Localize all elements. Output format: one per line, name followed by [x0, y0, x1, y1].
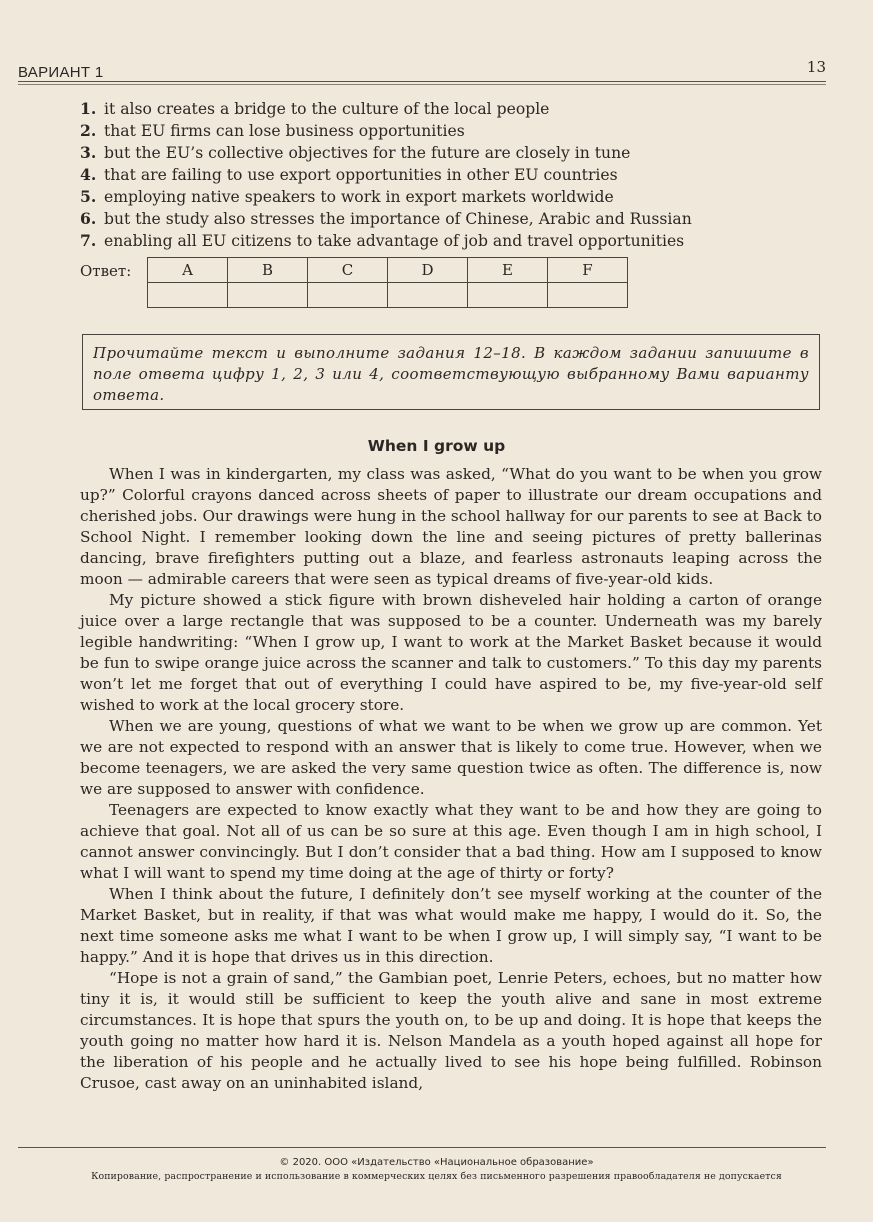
paragraph: When I think about the future, I definitely don’t see myself working at the counter of the Market Basket, but in reality, if that was what would make me happy, I would do it. So, the next time someone asks me what I want to be when I grow up, I will simply say, “I want to be happy.” And it is hope that drives us in this direction. — [80, 885, 822, 966]
paragraph: “Hope is not a grain of sand,” the Gambian poet, Lenrie Peters, echoes, but no matter how tiny it is, it would still be sufficient to keep the youth alive and sane in most extreme circumstances. It is hope that spurs the youth on, to be up and doing. It is hope that keeps the youth going no matter how hard it is. Nelson Mandela as a youth hoped against all hope for the liberation of his people and he actually lived to see his hope being fulfilled. Robinson Crusoe, cast away on an uninhabited island, — [80, 969, 822, 1092]
answer-column-header: C — [308, 258, 388, 283]
list-item: 4. that are failing to use export opportunities in other EU countries — [80, 165, 618, 184]
paragraph: When we are young, questions of what we want to be when we grow up are common. Yet we are not expected to respond with an answer that is likely to come true. However, when we become teenagers, we are asked the very same question twice as often. The difference is, now we are supposed to answer with confidence. — [80, 717, 822, 798]
answer-cell[interactable] — [228, 283, 308, 308]
article-title: When I grow up — [367, 437, 506, 455]
instruction-box: Прочитайте текст и выполните задания 12–18. В каждом задании запишите в поле ответа цифру 1, 2, 3 или 4, соответствующую выбранному Вами варианту ответа. — [82, 334, 820, 410]
paragraph: When I was in kindergarten, my class was asked, “What do you want to be when you grow up?” Colorful crayons danced across sheets of paper to illustrate our dream occupations and cherished jobs. Our drawings were hung in the school hallway for our parents to see at Back to School Night. I remember looking down the line and seeing pictures of pretty ballerinas dancing, brave firefighters putting out a blaze, and fearless astronauts leaping across the moon — admirable careers that were seen as typical dreams of five-year-old kids. — [80, 465, 822, 588]
footer-rule — [18, 1147, 826, 1148]
article-body — [80, 464, 822, 1094]
paragraph: Teenagers are expected to know exactly what they want to be and how they are going to achieve that goal. Not all of us can be so sure at this age. Even though I am in high school, I cannot answer convincingly. But I don’t consider that a bad thing. How am I supposed to know what I will want to spend my time doing at the age of thirty or forty? — [80, 801, 822, 882]
options-list — [80, 98, 780, 252]
answer-cell[interactable] — [388, 283, 468, 308]
copyright: © 2020. ООО «Издательство «Национальное образование» — [279, 1157, 594, 1168]
answer-column-header: E — [468, 258, 548, 283]
header-rule-thin — [18, 84, 826, 85]
answer-input-row — [148, 283, 628, 308]
answer-column-header: B — [228, 258, 308, 283]
answer-column-header: D — [388, 258, 468, 283]
page-number: 13 — [806, 58, 826, 76]
answer-cell[interactable] — [308, 283, 388, 308]
answer-cell[interactable] — [548, 283, 628, 308]
answer-column-header: A — [148, 258, 228, 283]
copyright-notice: Копирование, распространение и использование в коммерческих целях без письменного разрешения правообладателя не допускается — [91, 1171, 782, 1182]
list-item: 1. it also creates a bridge to the culture of the local people — [80, 99, 550, 118]
header-rule — [18, 81, 826, 82]
answer-header-row — [148, 258, 628, 283]
list-item: 3. but the EU’s collective objectives for the future are closely in tune — [80, 143, 631, 162]
list-item: 5. employing native speakers to work in export markets worldwide — [80, 187, 614, 206]
answer-cell[interactable] — [148, 283, 228, 308]
list-item: 2. that EU firms can lose business opportunities — [80, 121, 465, 140]
paragraph: My picture showed a stick figure with brown disheveled hair holding a carton of orange juice over a large rectangle that was supposed to be a counter. Underneath was my barely legible handwriting: “When I grow up, I want to work at the Market Basket because it would be fun to swipe orange juice across the scanner and talk to customers.” To this day my parents won’t let me forget that out of everything I could have aspired to be, my five-year-old self wished to work at the local grocery store. — [80, 591, 822, 714]
answer-column-header: F — [548, 258, 628, 283]
variant-label: ВАРИАНТ 1 — [18, 64, 104, 81]
list-item: 7. enabling all EU citizens to take advantage of job and travel opportunities — [80, 231, 685, 250]
list-item: 6. but the study also stresses the importance of Chinese, Arabic and Russian — [80, 209, 692, 228]
answer-table — [147, 257, 628, 308]
answer-cell[interactable] — [468, 283, 548, 308]
answer-label: Ответ: — [80, 262, 132, 280]
